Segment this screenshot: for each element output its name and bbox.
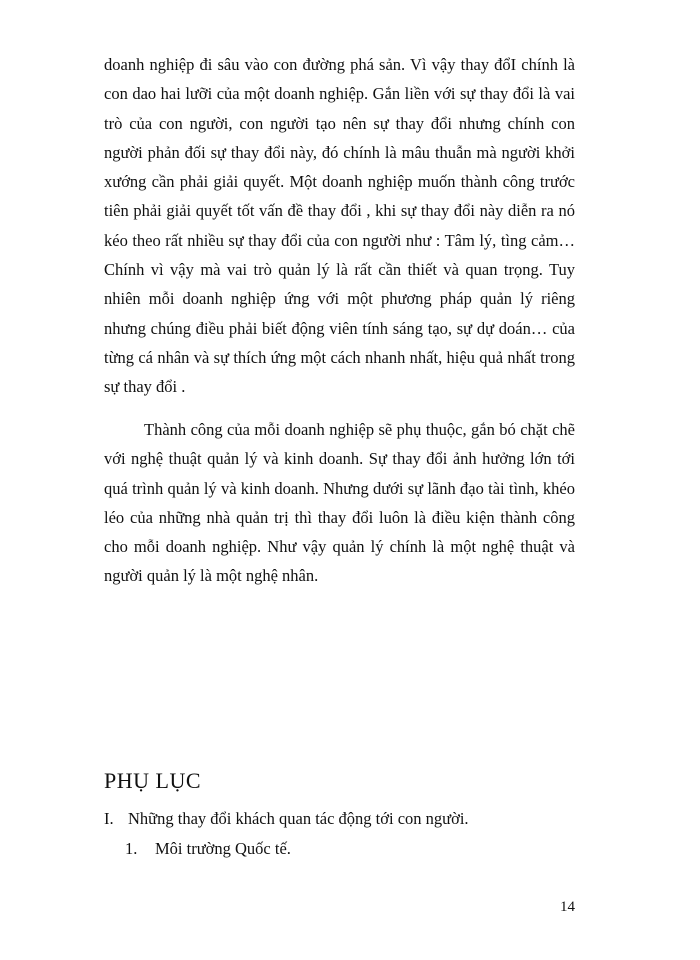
text-line: kéo theo rất nhiều sự thay đổi của con người như : Tâm lý, tìng cảm… (104, 230, 575, 250)
paragraph-1 (104, 50, 575, 402)
text-line: từng cá nhân và sự thích ứng một cách nhanh nhất, hiệu quả nhất trong (104, 347, 575, 367)
text-line: quá trình quản lý và kinh doanh. Nhưng dưới sự lãnh đạo tài tình, khéo (104, 478, 575, 498)
outline-item-level-1 (104, 809, 469, 829)
item-text: Những thay đổi khách quan tác động tới con người. (128, 809, 469, 828)
item-text: Môi trường Quốc tế. (155, 839, 291, 858)
item-number: 1. (125, 839, 138, 858)
appendix-heading: PHỤ LỤC (104, 768, 202, 793)
text-line: nhưng chúng điều phải biết động viên tính sáng tạo, sự dự doán… của (104, 318, 575, 338)
text-line: xướng cần phải giải quyết. Một doanh nghiệp muốn thành công trước (104, 172, 575, 192)
paragraph-2 (104, 415, 575, 591)
text-line: với nghệ thuật quản lý và kinh doanh. Sự thay đổi ảnh hưởng lớn tới (104, 449, 575, 469)
text-line: người phản đối sự thay đổi này, đó chính là mâu thuẫn mà người khởi (104, 142, 575, 162)
text-line: Chính vì vậy mà vai trò quản lý là rất cần thiết và quan trọng. Tuy (104, 260, 575, 280)
text-line: doanh nghiệp đi sâu vào con đường phá sản. Vì vậy thay đổI chính là (104, 55, 575, 74)
outline-item-level-2 (125, 839, 291, 859)
text-line: trò của con người, con người tạo nên sự thay đổi nhưng chính con (104, 113, 575, 133)
item-number: I. (104, 809, 114, 828)
text-line: người quản lý là một nghệ nhân. (104, 566, 319, 586)
text-line: léo của những nhà quản trị thì thay đổi luôn là điều kiện thành công (104, 507, 575, 527)
text-line: sự thay đổi . (104, 377, 186, 397)
text-line: Thành công của mỗi doanh nghiệp sẽ phụ thuộc, gắn bó chặt chẽ (144, 420, 575, 439)
text-line: tiên phải giải quyết tốt vấn đề thay đổi , khi sự thay đổi này diễn ra nó (104, 201, 575, 221)
text-line: con dao hai lưỡi của một doanh nghiệp. Gắn liền với sự thay đổi là vai (104, 84, 575, 104)
text-line: cho mỗi doanh nghiệp. Như vậy quản lý chính là một nghệ thuật và (104, 537, 575, 557)
page-number: 14 (560, 899, 575, 915)
text-line: nhiên mỗi doanh nghiệp ứng với một phương pháp quản lý riêng (104, 289, 575, 309)
